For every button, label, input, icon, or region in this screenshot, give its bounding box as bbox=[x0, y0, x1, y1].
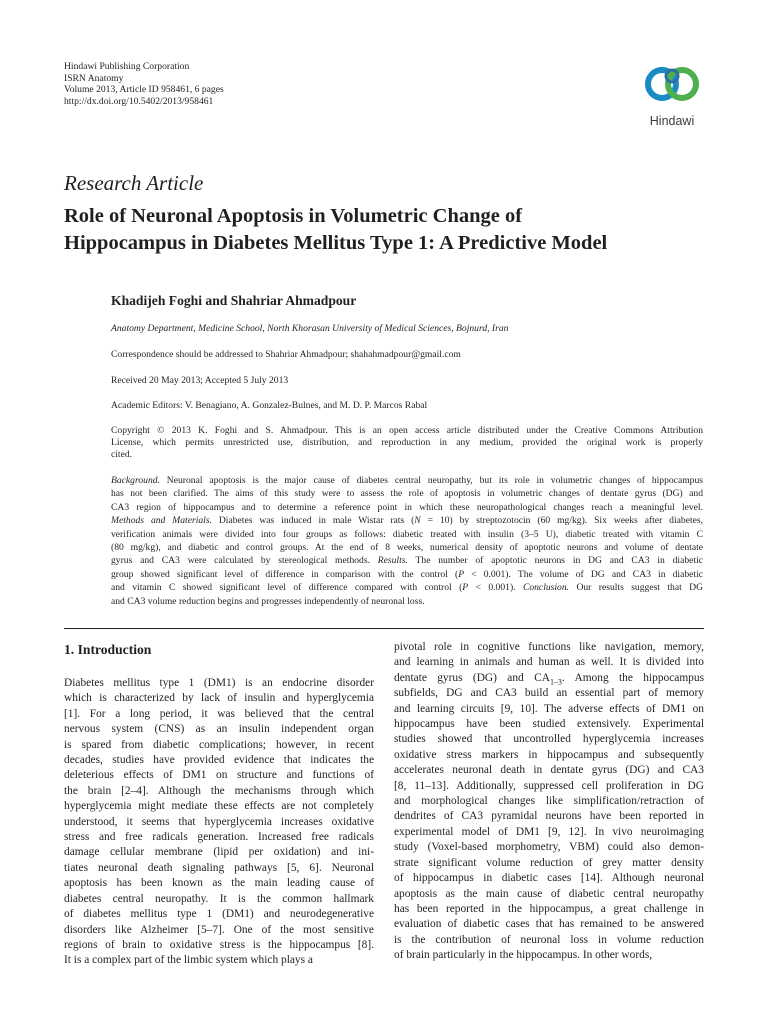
abstract-line bbox=[111, 554, 703, 567]
copyright-line: Copyright © 2013 K. Foghi and S. Ahmadpour. This is an open access article distributed under the Creative Commons Attribution bbox=[111, 425, 703, 436]
intro-left-text bbox=[64, 676, 374, 969]
title-line: Role of Neuronal Apoptosis in Volumetric Change of bbox=[64, 205, 523, 227]
body-text-line: and learning in animals and human as well. It is divided into bbox=[394, 656, 704, 669]
body-text: . Among the hippocampus bbox=[561, 671, 704, 684]
body-text-line: is spared from diabetic complications; however, in recent bbox=[64, 738, 374, 751]
volume-info: Volume 2013, Article ID 958461, 6 pages bbox=[64, 84, 224, 96]
copyright-line: License, which permits unrestricted use, distribution, and reproduction in any medium, provided the original work is properly bbox=[111, 437, 703, 449]
affiliation: Anatomy Department, Medicine School, North Khorasan University of Medical Sciences, Bojnurd, Iran bbox=[111, 323, 509, 334]
logo-wordmark: Hindawi bbox=[649, 114, 695, 128]
body-text-line: diabetes central neuropathy. It is the common hallmark bbox=[64, 892, 374, 905]
body-text-line: hyperglycemia might mediate these effects are not completely bbox=[64, 800, 374, 813]
abstract-text: Neuronal apoptosis is the major cause of diabetes central neuropathy, but its role in volumetric changes of hippocampus bbox=[159, 475, 703, 486]
left-column bbox=[64, 640, 374, 969]
body-text-line: oxidative stress markers in hippocampus and subsequently bbox=[394, 748, 704, 761]
abstract-variable: P bbox=[462, 582, 469, 594]
body-text-line: study (Voxel-based morphometry, VBM) could also demon- bbox=[394, 841, 704, 854]
abstract-line: (80 mg/kg), and diabetic and control groups. At the end of 8 weeks, numerical density of apoptotic neurons and volume of dentate bbox=[111, 542, 703, 554]
received-dates: Received 20 May 2013; Accepted 5 July 2013 bbox=[111, 375, 289, 386]
body-text-line: deleterious effects of DM1 on structure and functions of bbox=[64, 769, 374, 782]
abstract-line: has not been clarified. The aims of this study were to assess the role of apoptosis in volumetric changes of dentate gyrus (DG) and bbox=[111, 488, 703, 500]
body-text-line: and learning circuits [9, 10]. The adverse effects of DM1 on bbox=[394, 702, 704, 715]
abstract-line: CA3 region of hippocampus and to determine a reference point in which these neuropathological changes reach a meaningful level. bbox=[111, 501, 703, 513]
copyright-notice bbox=[111, 425, 703, 462]
abstract-line bbox=[111, 514, 703, 527]
body-text-line: experimental model of DM1 [9, 12]. In vivo neuroimaging bbox=[394, 825, 704, 838]
abstract-text: = 10) by streptozotocin (60 mg/kg). Six weeks after diabetes, bbox=[420, 515, 703, 527]
body-text-line: [1]. For a long period, it was believed that the central bbox=[64, 707, 374, 720]
title-line: Hippocampus in Diabetes Mellitus Type 1: A Predictive Model bbox=[64, 231, 608, 254]
body-text-line: the brain [2–4]. Although the mechanisms through which bbox=[64, 784, 374, 797]
body-text-line: strate significant volume reduction of grey matter density bbox=[394, 856, 704, 869]
article-title bbox=[64, 203, 724, 256]
abstract-label-background: Background. bbox=[111, 475, 160, 486]
abstract-text: group showed significant level of difference in comparison with the control ( bbox=[111, 568, 459, 580]
abstract-label-results: Results. bbox=[377, 555, 408, 567]
body-text-line: Diabetes mellitus type 1 (DM1) is an endocrine disorder bbox=[64, 677, 374, 689]
body-text-line: accelerates neuronal death in dentate gyrus (DG) and CA3 bbox=[394, 764, 704, 777]
hindawi-logo-icon bbox=[632, 54, 712, 112]
abstract-text: < 0.001). The volume of DG and CA3 in diabetic bbox=[464, 568, 703, 580]
body-text-line: of hippocampus in diabetic cases [14]. Although neuronal bbox=[394, 872, 704, 885]
subscript: 1–3 bbox=[549, 677, 562, 687]
body-text-line: dentate gyrus (DG) and $CA_{1-3}$. Among the hippocampus bbox=[394, 671, 704, 687]
body-text-line: nervous system (CNS) as an insulin independent organ bbox=[64, 723, 374, 736]
body-text-line: damage cellular membrane (lipid per oxidation) and ini- bbox=[64, 846, 374, 859]
abstract-line: and CA3 volume reduction begins and progresses independently of neuronal loss. bbox=[111, 595, 425, 607]
body-text-line: disorders like Alzheimer [5–7]. One of the most sensitive bbox=[64, 923, 374, 936]
body-text-line: subfields, DG and CA3 build an essential part of memory bbox=[394, 687, 704, 700]
copyright-line: cited. bbox=[111, 449, 133, 461]
body-text-line: has been reported in the hippocampus, a great challenge in bbox=[394, 902, 704, 915]
body-text-line: pivotal role in cognitive functions like navigation, memory, bbox=[394, 641, 704, 653]
body-text-line: which is characterized by lack of insulin and hyperglycemia bbox=[64, 692, 374, 705]
body-text-line: apoptosis has been known as the main leading cause of bbox=[64, 877, 374, 890]
body-text-line: and morphological changes like simplification/retraction of bbox=[394, 795, 704, 808]
abstract-label-conclusion: Conclusion. bbox=[522, 582, 570, 594]
publisher-name: Hindawi Publishing Corporation bbox=[64, 61, 190, 72]
abstract-line bbox=[111, 581, 703, 594]
abstract-line: verification animals were divided into four groups as follows: diabetic treated with insulin (3–5 U), diabetic treated with vitamin C bbox=[111, 528, 703, 540]
body-text-line: hippocampus have been studied extensively. Experimental bbox=[394, 718, 704, 731]
body-text-line: apoptosis as the main cause of diabetic central neuropathy bbox=[394, 887, 704, 900]
abstract-text: Diabetes was induced in male Wistar rats ( bbox=[211, 515, 415, 527]
body-text-line: dendrites of CA3 pyramidal neurons have been reported in bbox=[394, 810, 704, 823]
abstract-label-methods: Methods and Materials. bbox=[111, 515, 212, 527]
body-text-line: of diabetes mellitus type 1 (DM1) and neurodegenerative bbox=[64, 908, 374, 921]
abstract-text: and vitamin C showed significant level of difference compared with control ( bbox=[111, 582, 463, 594]
body-text-line: of brain particularly in the hippocampus. In other words, bbox=[394, 949, 653, 962]
abstract-text: The number of apoptotic neurons in DG and CA3 in diabetic bbox=[407, 555, 703, 567]
journal-header bbox=[64, 61, 224, 107]
section-heading-introduction: 1. Introduction bbox=[64, 642, 152, 657]
body-text-line: regions of brain to oxidative stress is the hippocampus [8]. bbox=[64, 938, 374, 951]
abstract-line bbox=[111, 474, 703, 487]
abstract-line bbox=[111, 568, 703, 581]
article-type: Research Article bbox=[64, 171, 204, 195]
abstract-text: Our results suggest that DG bbox=[569, 582, 703, 594]
academic-editors: Academic Editors: V. Benagiano, A. Gonzalez-Bulnes, and M. D. P. Marcos Rabal bbox=[111, 400, 428, 411]
abstract-text: < 0.001). bbox=[468, 582, 523, 594]
body-text-line: studies showed that uncontrolled hyperglycemia increases bbox=[394, 733, 704, 746]
body-text-line: tiates neuronal death signaling pathways [5, 6]. Neuronal bbox=[64, 861, 374, 874]
body-text-line: evaluation of diabetic cases that has remained to be answered bbox=[394, 918, 704, 931]
body-text-line: decades, studies have provided evidence that indicates the bbox=[64, 754, 374, 767]
section-divider bbox=[64, 628, 704, 629]
body-text-line: It is a complex part of the limbic system which plays a bbox=[64, 954, 313, 967]
right-column bbox=[394, 640, 704, 964]
journal-name: ISRN Anatomy bbox=[64, 72, 124, 84]
body-text-line: is the contribution of neuronal loss in volume reduction bbox=[394, 933, 704, 946]
abstract-variable: P bbox=[458, 568, 465, 580]
body-text-line: [8, 11–13]. Additionally, suppressed cell proliferation in DG bbox=[394, 779, 704, 792]
hindawi-logo bbox=[632, 54, 712, 134]
body-text-line: understood, it seems that hyperglycemia increases oxidative bbox=[64, 815, 374, 828]
correspondence: Correspondence should be addressed to Shahriar Ahmadpour; shahahmadpour@gmail.com bbox=[111, 349, 461, 360]
abstract-text: gyrus and CA3 were calculated by stereological methods. bbox=[111, 555, 378, 567]
abstract-variable: N bbox=[414, 515, 421, 527]
abstract bbox=[111, 474, 703, 608]
body-text-line: stress and free radicals generation. Increased free radicals bbox=[64, 831, 374, 844]
doi-link[interactable]: http://dx.doi.org/10.5402/2013/958461 bbox=[64, 95, 214, 107]
author-list: Khadijeh Foghi and Shahriar Ahmadpour bbox=[111, 293, 357, 308]
intro-right-text bbox=[394, 640, 704, 964]
